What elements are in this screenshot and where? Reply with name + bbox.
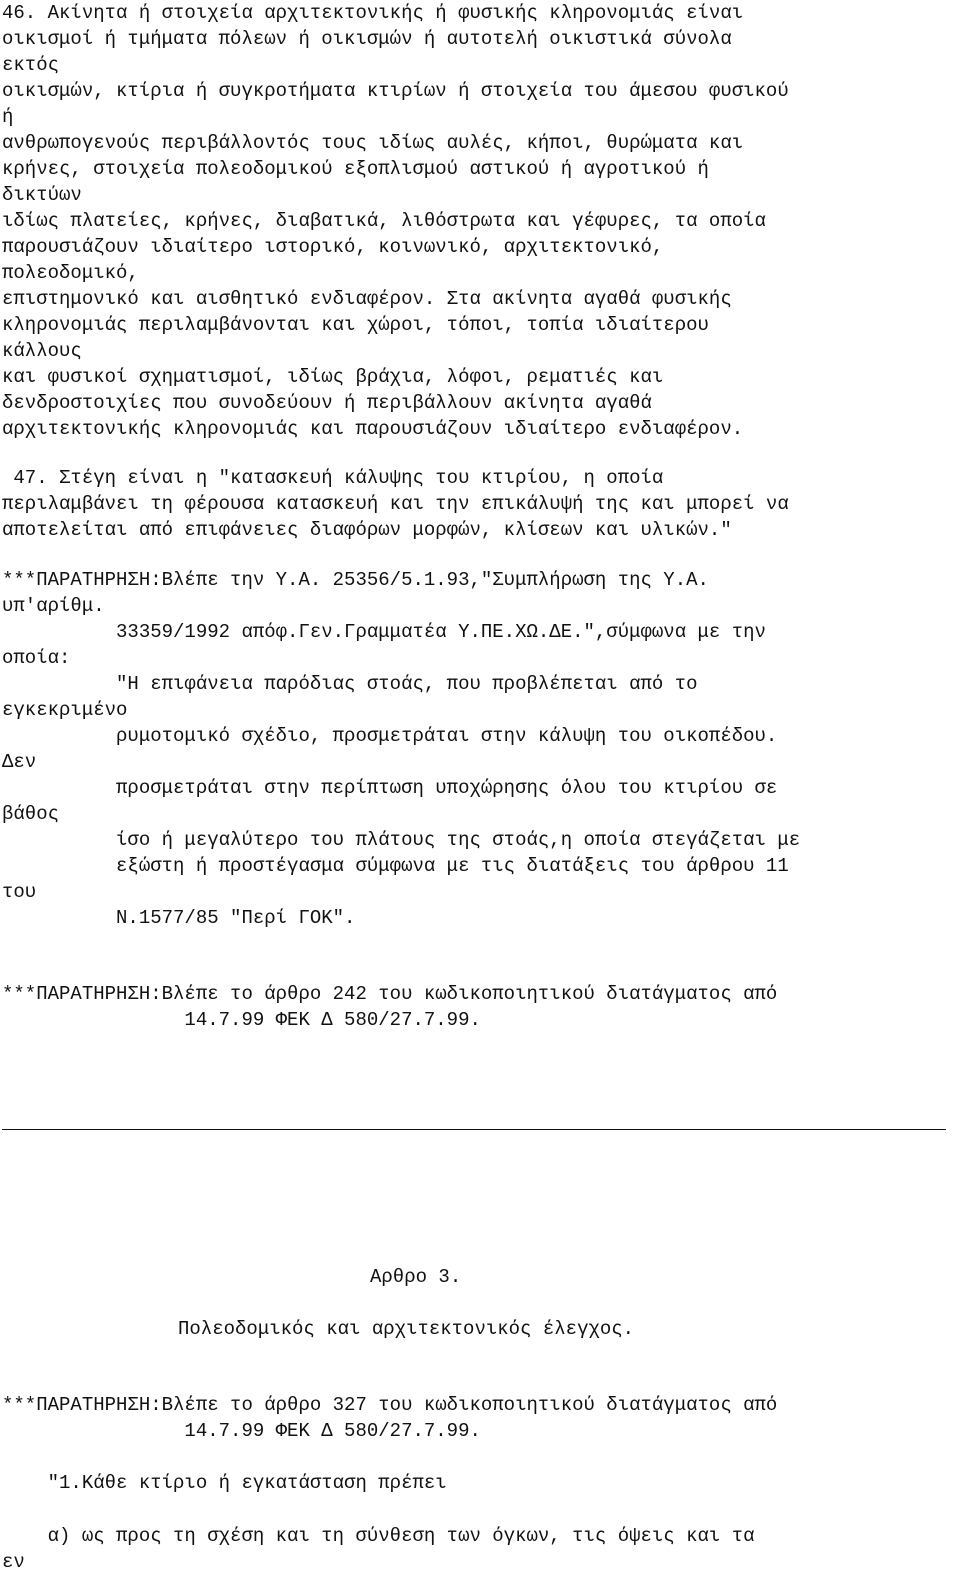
note-1-line: προσμετράται στην περίπτωση υποχώρησης όλου του κτιρίου σε	[2, 777, 778, 799]
item-a-line: α) ως προς τη σχέση και τη σύνθεση των όγκων, τις όψεις και τα	[2, 1525, 755, 1547]
section-47-line: αποτελείται από επιφάνειες διαφόρων μορφών, κλίσεων και υλικών."	[2, 519, 732, 541]
section-47-line: περιλαμβάνει τη φέρουσα κατασκευή και την επικάλυψή της και μπορεί να	[2, 493, 789, 515]
section-46-line: και φυσικοί σχηματισμοί, ιδίως βράχια, λόφοι, ρεματιές και	[2, 366, 664, 388]
section-46-line: δενδροστοιχίες που συνοδεύουν ή περιβάλλουν ακίνητα αγαθά	[2, 392, 652, 414]
note-1-line: ρυμοτομικό σχέδιο, προσμετράται στην κάλυψη του οικοπέδου.	[2, 725, 778, 747]
section-46-line: οικισμοί ή τμήματα πόλεων ή οικισμών ή αυτοτελή οικιστικά σύνολα	[2, 28, 732, 50]
section-46-line: πολεοδομικό,	[2, 262, 139, 284]
section-46-line: κρήνες, στοιχεία πολεοδομικού εξοπλισμού αστικού ή αγροτικού ή	[2, 158, 709, 180]
section-46-line: ή	[2, 106, 14, 128]
note-2-line: ***ΠΑΡΑΤΗΡΗΣΗ:Βλέπε το άρθρο 242 του κωδικοποιητικού διατάγματος από	[2, 983, 778, 1005]
note-3-line: 14.7.99 ΦΕΚ Δ 580/27.7.99.	[2, 1420, 481, 1442]
section-47-line: 47. Στέγη είναι η "κατασκευή κάλυψης του κτιρίου, η οποία	[2, 467, 664, 489]
note-1-line: βάθος	[2, 803, 60, 825]
section-46-line: κληρονομιάς περιλαμβάνονται και χώροι, τόποι, τοπία ιδιαίτερου	[2, 314, 709, 336]
note-2-line: 14.7.99 ΦΕΚ Δ 580/27.7.99.	[2, 1009, 481, 1031]
article-subheading: Πολεοδομικός και αρχιτεκτονικός έλεγχος.	[178, 1318, 635, 1340]
note-1-line: υπ'αρίθμ.	[2, 595, 105, 617]
section-46-line: ιδίως πλατείες, κρήνες, διαβατικά, λιθόστρωτα και γέφυρες, τα οποία	[2, 210, 766, 232]
horizontal-rule	[2, 1129, 946, 1130]
note-1-line: Δεν	[2, 751, 37, 773]
note-1-line: Ν.1577/85 "Περί ΓΟΚ".	[2, 907, 356, 929]
section-46-line: 46. Ακίνητα ή στοιχεία αρχιτεκτονικής ή φυσικής κληρονομιάς είναι	[2, 2, 744, 24]
paragraph-1: "1.Κάθε κτίριο ή εγκατάσταση πρέπει	[2, 1472, 447, 1494]
section-46-line: οικισμών, κτίρια ή συγκροτήματα κτιρίων ή στοιχεία του άμεσου φυσικού	[2, 80, 789, 102]
note-1-line: εξώστη ή προστέγασμα σύμφωνα με τις διατάξεις του άρθρου 11	[2, 855, 789, 877]
section-46-line: εκτός	[2, 54, 60, 76]
section-46-line: δικτύων	[2, 184, 82, 206]
note-1-line: εγκεκριμένο	[2, 699, 128, 721]
article-heading: Αρθρο 3.	[370, 1266, 462, 1288]
section-46-line: ανθρωπογενούς περιβάλλοντός τους ιδίως αυλές, κήποι, θυρώματα και	[2, 132, 744, 154]
section-46-line: παρουσιάζουν ιδιαίτερο ιστορικό, κοινωνικό, αρχιτεκτονικό,	[2, 236, 664, 258]
section-46-line: αρχιτεκτονικής κληρονομιάς και παρουσιάζουν ιδιαίτερο ενδιαφέρον.	[2, 418, 744, 440]
section-46-line: επιστημονικό και αισθητικό ενδιαφέρον. Στα ακίνητα αγαθά φυσικής	[2, 288, 732, 310]
note-1-line: ***ΠΑΡΑΤΗΡΗΣΗ:Βλέπε την Υ.Α. 25356/5.1.93,"Συμπλήρωση της Υ.Α.	[2, 569, 709, 591]
note-1-line: οποία:	[2, 647, 71, 669]
note-1-line: του	[2, 881, 37, 903]
note-1-line: 33359/1992 απόφ.Γεν.Γραμματέα Υ.ΠΕ.ΧΩ.ΔΕ.",σύμφωνα με την	[2, 621, 766, 643]
item-a-line: εν	[2, 1551, 25, 1573]
note-3-line: ***ΠΑΡΑΤΗΡΗΣΗ:Βλέπε το άρθρο 327 του κωδικοποιητικού διατάγματος από	[2, 1394, 778, 1416]
note-1-line: ίσο ή μεγαλύτερο του πλάτους της στοάς,η οποία στεγάζεται με	[2, 829, 801, 851]
note-1-line: "Η επιφάνεια παρόδιας στοάς, που προβλέπεται από το	[2, 673, 698, 695]
section-46-line: κάλλους	[2, 340, 82, 362]
